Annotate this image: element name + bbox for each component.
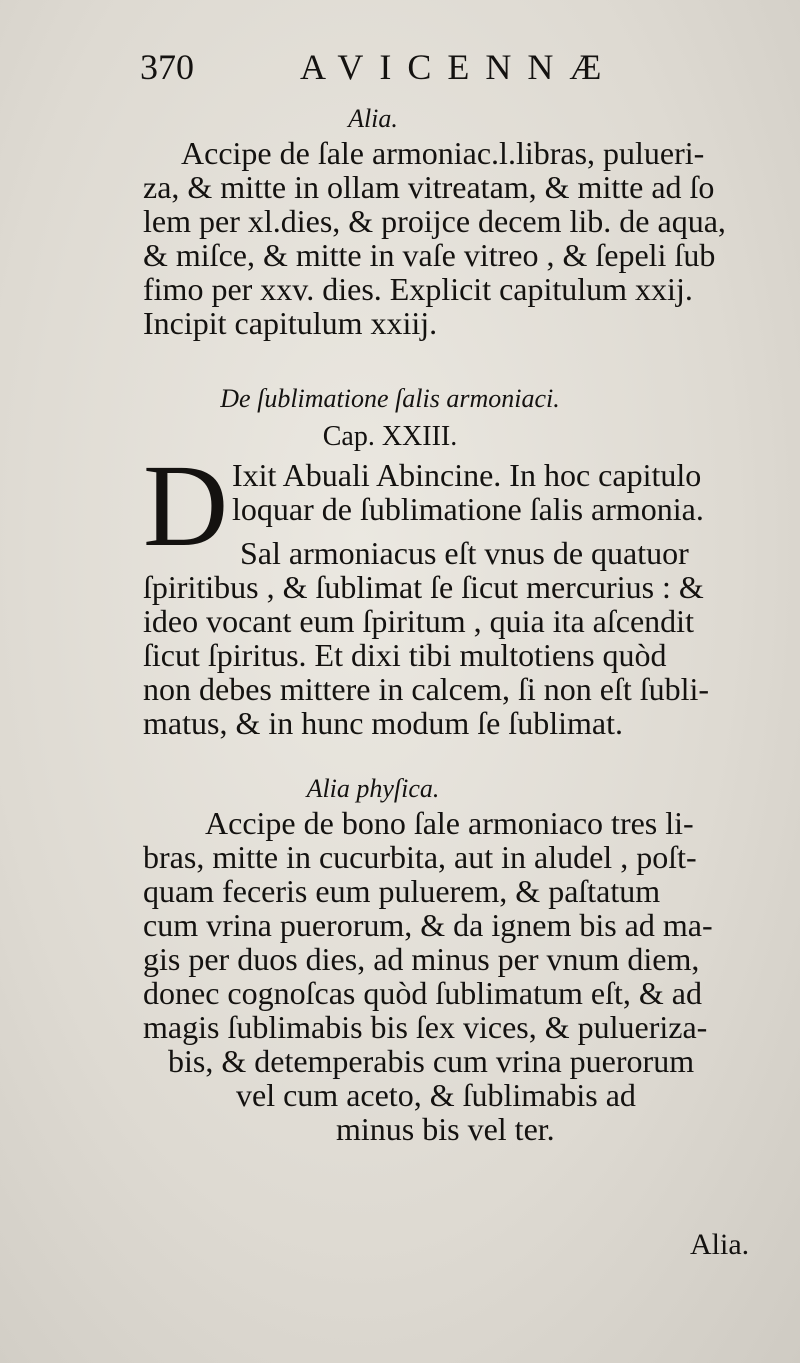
drop-cap-lines: [232, 458, 772, 526]
folio-number: 370: [140, 47, 194, 87]
section-heading: Alia.: [348, 104, 398, 133]
drop-cap: D: [143, 440, 229, 571]
text-line: Accipe de ſale armoniac.l.libras, pulueri-: [181, 135, 705, 171]
text-line: ſpiritibus , & ſublimat ſe ſicut mercurius : &: [143, 569, 704, 605]
text-line: Sal armoniacus eſt vnus de quatuor: [240, 535, 689, 571]
section-alia: [143, 102, 763, 340]
text-line: non debes mittere in calcem, ſi non eſt ſubli-: [143, 671, 710, 707]
text-line: donec cognoſcas quòd ſublimatum eſt, & ad: [143, 975, 702, 1011]
text-line: loquar de ſublimatione ſalis armonia.: [232, 491, 704, 527]
text-line: magis ſublimabis bis ſex vices, & pulueriza-: [143, 1009, 708, 1045]
text-line: matus, & in hunc modum ſe ſublimat.: [143, 705, 623, 741]
chapter-number: Cap. XXIII.: [322, 421, 458, 452]
text-line: quam feceris eum puluerem, & paſtatum: [143, 873, 661, 909]
page-header: [140, 46, 660, 96]
catchword: Alia.: [690, 1228, 750, 1261]
text-line: lem per xl.dies, & proijce decem lib. de aqua,: [143, 203, 726, 239]
text-line: za, & mitte in ollam vitreatam, & mitte ad ſo: [143, 169, 715, 205]
chapter-title: De ſublimatione ſalis armoniaci.: [220, 384, 560, 413]
running-title: AVICENNÆ: [300, 47, 618, 87]
text-line: Accipe de bono ſale armoniaco tres li-: [205, 805, 694, 841]
text-line: bis, & detemperabis cum vrina puerorum: [168, 1043, 695, 1079]
text-line: fimo per xxv. dies. Explicit capitulum xxij.: [143, 271, 693, 307]
text-line: cum vrina puerorum, & da ignem bis ad ma-: [143, 907, 713, 943]
text-line: Ixit Abuali Abincine. In hoc capitulo: [232, 457, 702, 493]
text-line: bras, mitte in cucurbita, aut in aludel , poſt-: [143, 839, 697, 875]
section-heading: Alia phyſica.: [306, 774, 440, 803]
text-line: ideo vocant eum ſpiritum , quia ita aſcendit: [143, 603, 694, 639]
text-line: & miſce, & mitte in vaſe vitreo , & ſepeli ſub: [143, 237, 716, 273]
text-line: gis per duos dies, ad minus per vnum diem,: [143, 941, 700, 977]
chapter-body: [143, 536, 763, 740]
section-alia-physica: [143, 772, 763, 1146]
text-line: vel cum aceto, & ſublimabis ad: [236, 1077, 636, 1113]
text-line: minus bis vel ter.: [336, 1111, 555, 1147]
text-line: Incipit capitulum xxiij.: [143, 305, 438, 341]
text-line: ſicut ſpiritus. Et dixi tibi multotiens quòd: [143, 637, 667, 673]
